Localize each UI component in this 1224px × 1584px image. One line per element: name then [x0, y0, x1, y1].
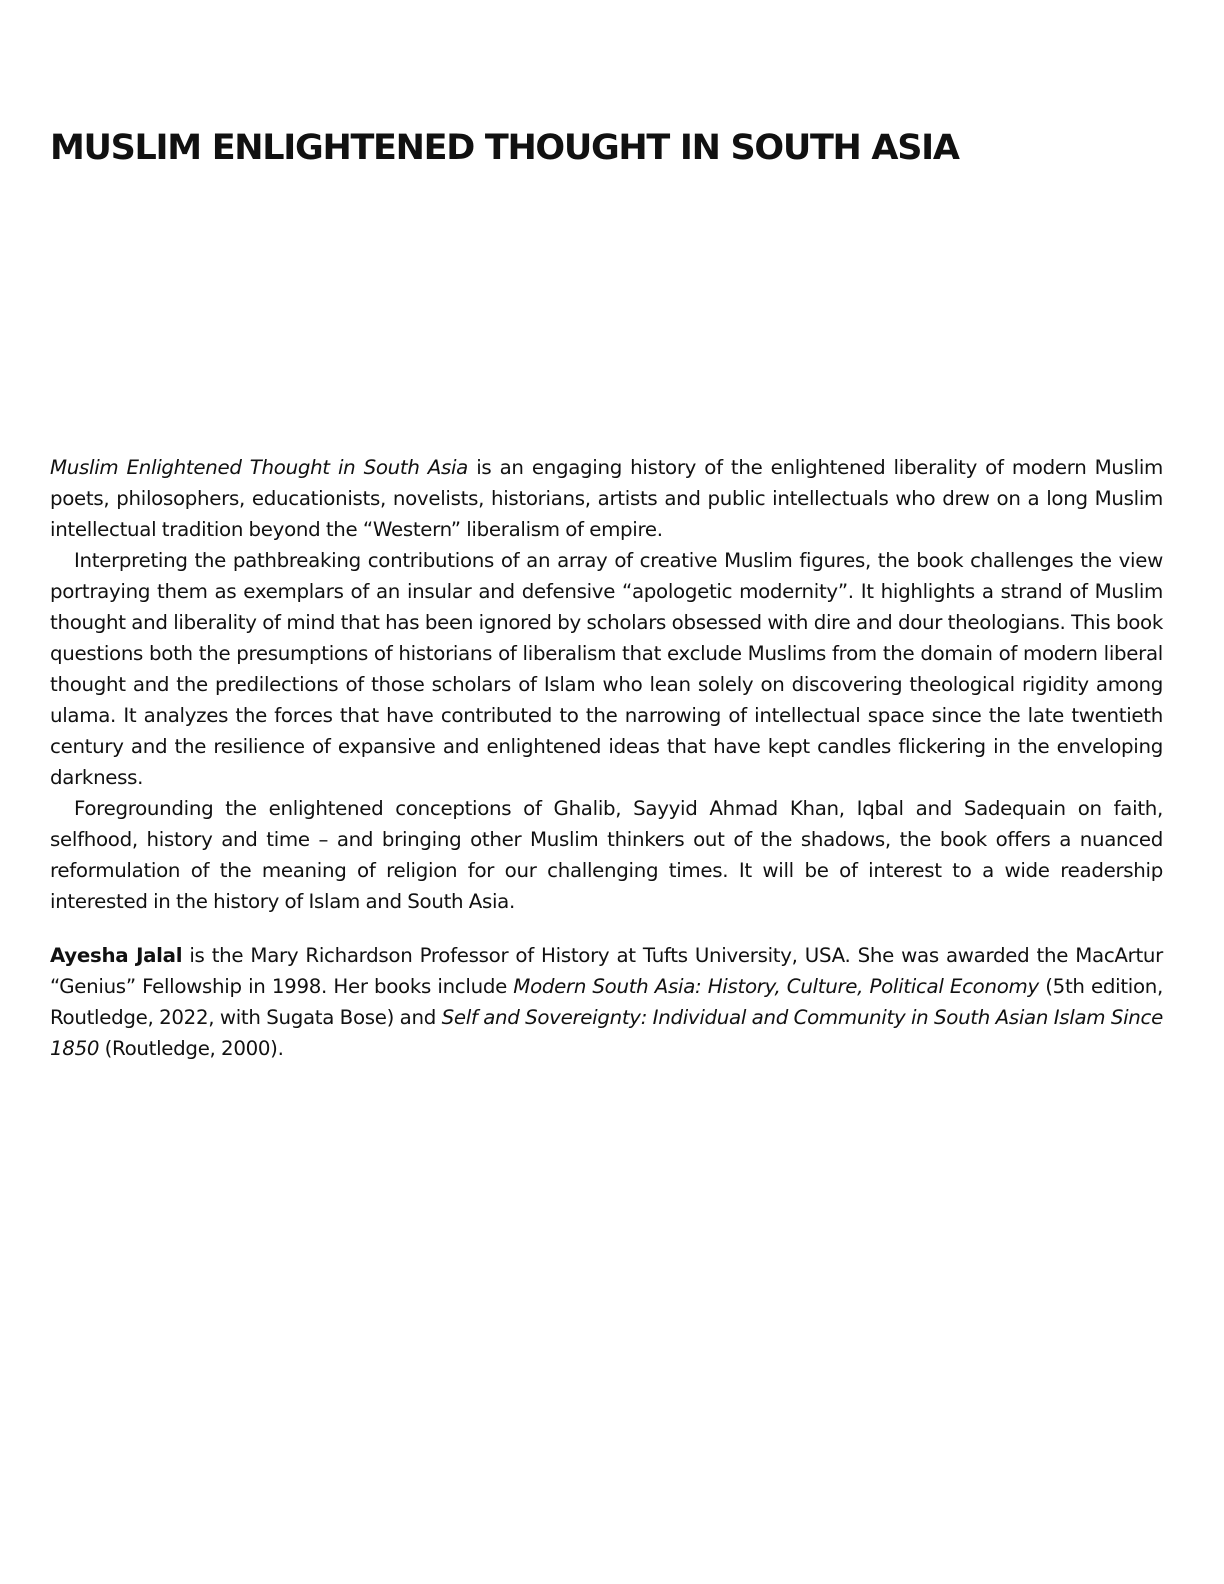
description-paragraph-1-text: is an engaging history of the enlightened liberality of modern Muslim poets, philosophers, educationists, novelists, historians, artists and public intellectuals who drew on a long Muslim intellectual tradition beyond the “Western” liberalism of empire.: [50, 456, 1164, 541]
author-book-1: Modern South Asia: History, Culture, Political Economy: [513, 975, 1039, 998]
author-bio-text-1: is the Mary Richardson Professor of History at Tufts University, USA. She was awarded the MacArtur “Genius” Fellowship in 1998. Her books include: [50, 944, 1163, 998]
author-bio: [50, 940, 1163, 1064]
description-paragraph-1: [50, 452, 1163, 545]
description-paragraph-2: Interpreting the pathbreaking contributions of an array of creative Muslim figures, the book challenges the view portraying them as exemplars of an insular and defensive “apologetic modernity”. It highlights a strand of Muslim thought and liberality of mind that has been ignored by scholars obsessed with dire and dour theologians. This book questions both the presumptions of historians of liberalism that exclude Muslims from the domain of modern liberal thought and the predilections of those scholars of Islam who lean solely on discovering theological rigidity among ulama. It analyzes the forces that have contributed to the narrowing of intellectual space since the late twentieth century and the resilience of expansive and enlightened ideas that have kept candles flickering in the enveloping darkness.: [50, 549, 1163, 789]
description-paragraph-3: Foregrounding the enlightened conceptions of Ghalib, Sayyid Ahmad Khan, Iqbal and Sadequain on faith, selfhood, history and time – and bringing other Muslim thinkers out of the shadows, the book offers a nuanced reformulation of the meaning of religion for our challenging times. It will be of interest to a wide readership interested in the history of Islam and South Asia.: [50, 797, 1163, 913]
author-bio-text-3: (Routledge, 2000).: [99, 1037, 284, 1060]
author-name: Ayesha Jalal: [50, 944, 183, 967]
page-title: MUSLIM ENLIGHTENED THOUGHT IN SOUTH ASIA: [50, 128, 959, 168]
author-bio-text-2: (5th edition, Routledge, 2022, with Sugata Bose) and: [50, 975, 1164, 1029]
author-book-2: Self and Sovereignty: Individual and Community in South Asian Islam Since 1850: [50, 1006, 1163, 1060]
book-title-italic: Muslim Enlightened Thought in South Asia: [50, 456, 469, 479]
book-description: [50, 452, 1163, 917]
